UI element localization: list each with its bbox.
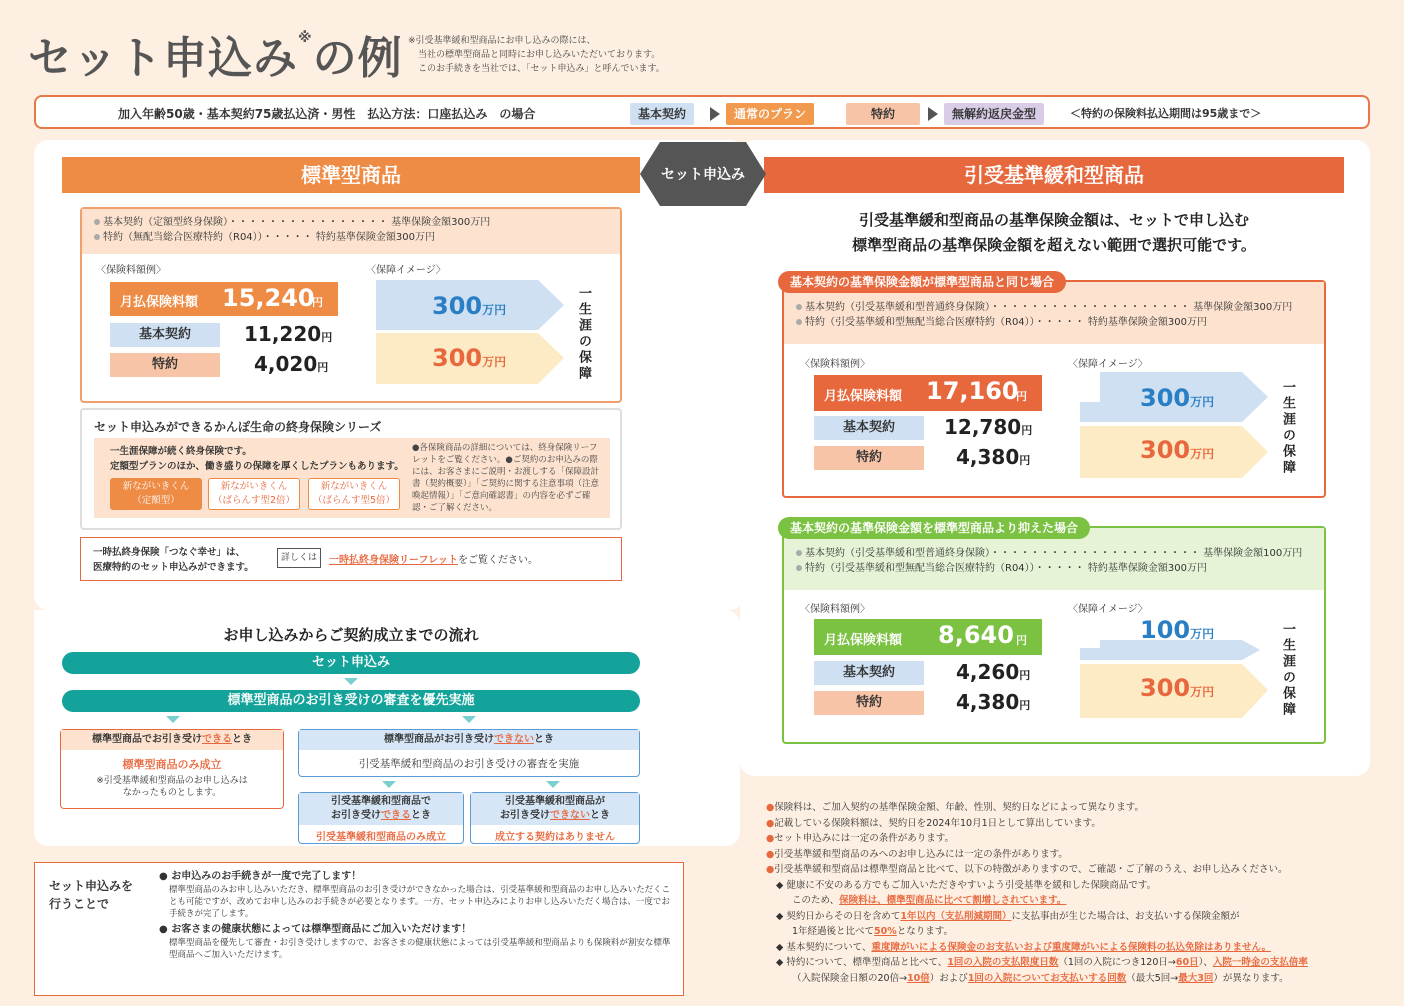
rider-value: 4,020円 [254, 352, 329, 376]
relaxed-lead: 引受基準緩和型商品の基準保険金額は、セットで申し込む 標準型商品の基準保険金額を超えない範囲で選択可能です。 [852, 211, 1256, 254]
case-b-top-value: 100万円 [1140, 616, 1215, 644]
image-label: 〈保障イメージ〉 [366, 265, 446, 276]
lifetime-coverage-label: 一生涯の保障 [1280, 622, 1295, 718]
case-b-monthly: 月払保険料額 8,640 円 [814, 619, 1042, 655]
case-a-base-value: 12,780円 [944, 415, 1033, 439]
rider-label: 特約 [814, 691, 924, 715]
series-box: セット申込みができるかんぽ生命の終身保険シリーズ 一生涯保障が続く終身保険です。 定額型プランのほか、働き盛りの保障を厚くしたプランもあります。 新ながいきくん （定額型） 新ながいきくん （ばらんす型2倍） 新ながいきくん （ばらんす型5倍） ●各保険商品の詳細については、終身保険リーフレットをご覧ください。●ご契約のお申込みの際には、お客さまにご説明・お渡しする「保障設計書（契約概要）」「ご契約に関する注意事項（注意喚起情報）」「ご意向確認書」の内容を必ずご確認・ご了解ください。 [80, 408, 622, 530]
case-b-bottom-value: 300万円 [1140, 674, 1215, 702]
coverage-top-value: 300万円 [432, 292, 507, 320]
series-btn-fixed[interactable]: 新ながいきくん （定額型） [110, 478, 202, 510]
merit-box: セット申込みを 行うことで ● お申込みのお手続きが一度で完了します！ 標準型商品のみお申し込みいただき、標準型商品のお引き受けができなかった場合は、引受基準緩和型商品のお申し込みいただくことも可能ですが、改めてお申し込みのお手続きが必要となります。一方、セット申込みによりお申し込みいただく場合は、一度でお手続きが完了します。 ● お客さまの健康状態によっては標準型商品にご加入いただけます！ 標準型商品を優先して審査・お引き受けしますので、お客さまの健康状態によっては引受基準緩和型商品よりも保険料が割安な標準型商品へご加入いただけます。 [34, 862, 684, 996]
rider-label: 特約 [814, 446, 924, 470]
tag-base: 基本契約 [630, 103, 694, 125]
case-a-box: 基本契約（引受基準緩和型普通終身保険）・・・・・・・・・・・・・・・・・・・・ 基準保険金額300万円 特約（引受基準緩和型無配当総合医療特約（R04））・・・・・ 特約基準保険金額300万円 [782, 280, 1326, 498]
arrow-icon [928, 107, 938, 121]
arrow-icon [710, 107, 720, 121]
condition-bar: 加入年齢50歳・基本契約75歳払込済・男性 払込方法：口座払込み の場合 基本契約 通常のプラン 特約 無解約返戻金型 ＜特約の保険料払込期間は95歳まで＞ [34, 95, 1370, 129]
flow-r2-box: 引受基準緩和型商品が お引き受けできないとき 成立する契約はありません [470, 792, 640, 844]
premium-label: 〈保険料額例〉 [96, 265, 166, 276]
lifetime-coverage-label: 一生涯の保障 [1280, 380, 1295, 476]
standard-header: 標準型商品 [62, 157, 640, 193]
case-b-title: 基本契約の基準保険金額を標準型商品より抑えた場合 [778, 517, 1090, 539]
series-btn-balance2[interactable]: 新ながいきくん （ばらんす型2倍） [208, 478, 300, 510]
case-a-title: 基本契約の基準保険金額が標準型商品と同じ場合 [778, 271, 1066, 293]
flow-arrow-icon [546, 781, 560, 788]
series-btn-balance5[interactable]: 新ながいきくん （ばらんす型5倍） [308, 478, 400, 510]
lump-sum-box: 一時払終身保険「つなぐ幸せ」は、 医療特約のセット申込みができます。 詳しくは 一時払終身保険リーフレットをご覧ください。 [80, 537, 622, 581]
base-contract-label: 基本契約 [110, 323, 220, 347]
case-a-top-value: 300万円 [1140, 384, 1215, 412]
case-a-bottom-value: 300万円 [1140, 436, 1215, 464]
relaxed-header: 引受基準緩和型商品 [764, 157, 1344, 193]
flow-title: お申し込みからご契約成立までの流れ [223, 626, 479, 644]
case-a-monthly: 月払保険料額 17,160 円 [814, 375, 1042, 411]
lifetime-coverage-label: 一生涯の保障 [576, 286, 591, 382]
premium-label: 〈保険料額例〉 [800, 359, 870, 370]
premium-label: 〈保険料額例〉 [800, 604, 870, 615]
flow-arrow-icon [382, 781, 396, 788]
tag-no-surrender: 無解約返戻金型 [944, 103, 1044, 125]
case-a-rider-value: 4,380円 [956, 445, 1031, 469]
image-label: 〈保障イメージ〉 [1068, 604, 1148, 615]
flow-arrow-icon [166, 716, 180, 723]
footnotes: ●保険料は、ご加入契約の基準保険金額、年齢、性別、契約日などによって異なります。 ●記載している保険料額は、契約日を2024年10月1日として算出しています。 ●セット申込みには一定の条件があります。 ●引受基準緩和型商品のみへのお申し込みには一定の条件があります。 ●引受基準緩和型商品は標準型商品と比べて、以下の特徴がありますので、ご確認・ご了解のうえ、お申し込みください。 ◆ 健康に不安のある方でもご加入いただきやすいよう引受基準を緩和した保険商品です。 このため、保険料は、標準型商品に比べて割増しされています。 ◆ 契約日からその日を含めて1年以内（支払削減期間）に支払事由が生じた場合は、お支払いする保険金額が 1年経過後と比べて50%となります。 ◆ 基本契約について、重度障がいによる保険金のお支払いおよび重度障がいによる保険料の払込免除はありません。 ◆ 特約について、標準型商品と比べて、1回の入院の支払限度日数（1回の入院につき120日→60日）、入院一時金の支払倍率 （入院保険金日額の20倍→10倍）および1回の入院についてお支払いする回数（最大5回→最大3回）が異なります。 [766, 802, 1308, 984]
leaflet-link[interactable]: 一時払終身保険リーフレット [329, 555, 458, 566]
flow-step-review: 標準型商品のお引き受けの審査を優先実施 [62, 690, 640, 712]
flow-arrow-icon [462, 716, 476, 723]
case-b-base-value: 4,260円 [956, 660, 1031, 684]
set-apply-label: セット申込み [661, 167, 745, 183]
flow-step-set: セット申込み [62, 652, 640, 674]
title-note: ※引受基準緩和型商品にお申し込みの際には、 当社の標準型商品と同時にお申し込みいただいております。 このお手続きを当社では、「セット申込み」と呼んでいます。 [408, 36, 665, 74]
flow-ok-box: 標準型商品でお引き受けできるとき 標準型商品のみ成立 ※引受基準緩和型商品のお申し込みは なかったものとします。 [60, 729, 284, 809]
case-b-rider-value: 4,380円 [956, 690, 1031, 714]
standard-detail-box: 基本契約（定額型終身保険）・・・・・・・・・・・・・・・・ 基準保険金額300万円 特約（無配当総合医療特約（R04））・・・・・ 特約基準保険金額300万円 [80, 207, 622, 403]
monthly-premium: 月払保険料額 15,240 円 [110, 282, 338, 316]
image-label: 〈保障イメージ〉 [1068, 359, 1148, 370]
flow-arrow-icon [344, 678, 358, 685]
base-contract-label: 基本契約 [814, 661, 924, 685]
flow-ng-box: 標準型商品がお引き受けできないとき 引受基準緩和型商品のお引き受けの審査を実施 [298, 729, 640, 777]
book-icon: 詳しくは [277, 548, 321, 568]
flow-r1-box: 引受基準緩和型商品で お引き受けできるとき 引受基準緩和型商品のみ成立 [298, 792, 464, 844]
rider-label: 特約 [110, 353, 220, 377]
page-title: セット申込み※の例 [28, 30, 403, 84]
tag-plan: 通常のプラン [726, 103, 814, 125]
base-contract-value: 11,220円 [244, 322, 333, 346]
coverage-bottom-value: 300万円 [432, 344, 507, 372]
base-contract-label: 基本契約 [814, 416, 924, 440]
tag-rider: 特約 [846, 103, 920, 125]
case-b-box: 基本契約（引受基準緩和型普通終身保険）・・・・・・・・・・・・・・・・・・・・・ 基準保険金額100万円 特約（引受基準緩和型無配当総合医療特約（R04））・・・・・ 特約基準保険金額300万円 [782, 526, 1326, 744]
